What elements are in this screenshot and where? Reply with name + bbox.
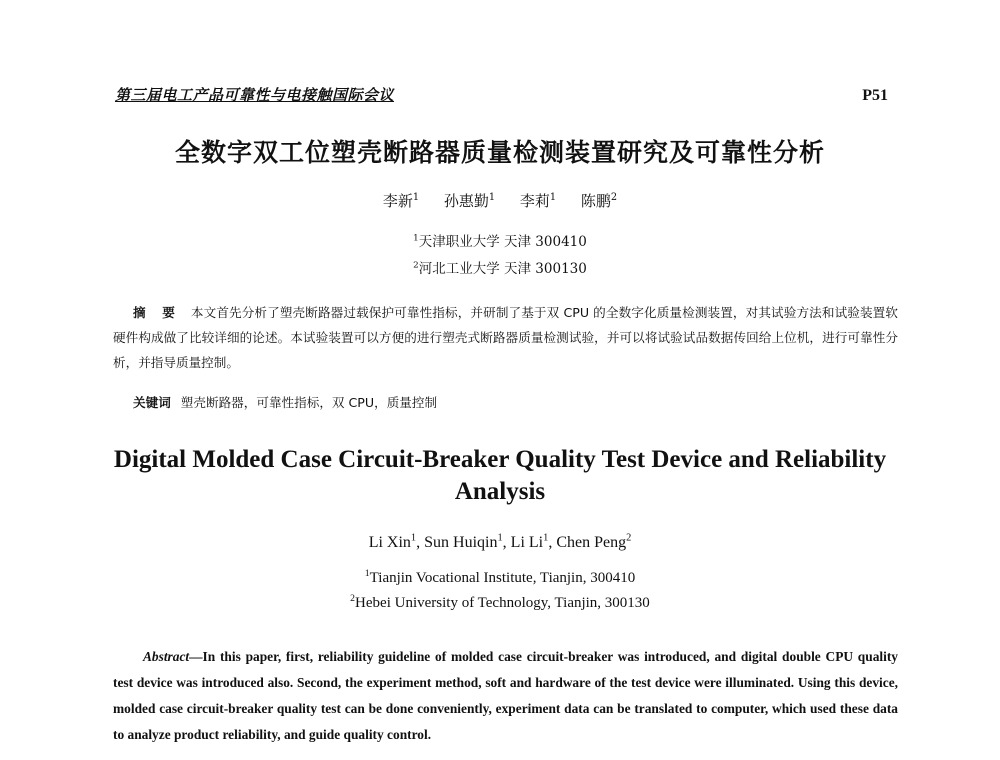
keywords-text: 塑壳断路器，可靠性指标，双 CPU，质量控制: [180, 395, 438, 410]
keywords-label: 关键词: [133, 395, 171, 410]
affiliation-text: 天津职业大学 天津 300410: [418, 234, 587, 250]
affiliation-number: 2: [350, 593, 356, 604]
affiliation-text: 河北工业大学 天津 300130: [418, 261, 587, 277]
chinese-affiliation: [0, 230, 1000, 250]
author-name: Li Xin: [368, 534, 411, 551]
affiliation-number: 1: [364, 568, 370, 579]
author-name: 陈鹏: [580, 192, 611, 210]
affiliation-number: 1: [413, 233, 419, 244]
abstract-label: 摘 要: [133, 305, 181, 320]
affiliation-text: Hebei University of Technology, Tianjin, 300130: [355, 595, 650, 611]
author-name: Chen Peng: [556, 534, 627, 551]
author-affiliation-mark: 1: [410, 532, 417, 544]
author-affiliation-mark: 1: [488, 192, 496, 203]
author-affiliation-mark: 2: [626, 532, 632, 544]
chinese-title: 全数字双工位塑壳断路器质量检测装置研究及可靠性分析: [174, 138, 825, 167]
english-affiliation: [0, 570, 1000, 587]
author-name: 孙惠勤: [443, 192, 489, 210]
page-number: P51: [862, 87, 888, 104]
english-author-list: Li Xin$^1$, Sun Huiqin$^1$, Li Li$^1$, Chen Peng$^2$: [368, 532, 632, 551]
running-header: [115, 84, 888, 105]
author-name: Li Li: [510, 534, 544, 551]
author-affiliation-mark: 2: [610, 192, 618, 203]
chinese-abstract: [113, 300, 898, 375]
chinese-keywords: [133, 392, 437, 411]
chinese-affiliation: [0, 257, 1000, 277]
abstract-text: 本文首先分析了塑壳断路器过载保护可靠性指标，并研制了基于双 CPU 的全数字化质量检测装置，对其试验方法和试验装置软硬件构成做了比较详细的论述。本试验装置可以方便的进行塑壳式断路器质量检测试验，并可以将试验试品数据传回给上位机，进行可靠性分析，并指导质量控制。: [113, 305, 898, 370]
author-name: 李莉: [519, 192, 550, 210]
author-name: 李新: [382, 192, 413, 210]
english-title: Digital Molded Case Circuit-Breaker Quality Test Device and Reliability Analysis: [113, 446, 887, 505]
affiliation-number: 2: [413, 260, 419, 271]
abstract-text: —In this paper, first, reliability guideline of molded case circuit-breaker was introduced, and digital double CPU quality test device was introduced also. Second, the experiment method, soft and hardware of the test device were illuminated. Using this device, molded case circuit-breaker quality test can be done conveniently, experiment data can be translated to computer, which used these data to analyze product reliability, and guide quality control.: [113, 649, 898, 742]
author-affiliation-mark: 1: [412, 192, 420, 203]
english-abstract: [113, 644, 898, 748]
author-affiliation-mark: 1: [543, 532, 549, 544]
affiliation-text: Tianjin Vocational Institute, Tianjin, 300410: [369, 570, 636, 586]
author-affiliation-mark: 1: [497, 532, 503, 544]
author-affiliation-mark: 1: [549, 192, 557, 203]
abstract-label: Abstract: [143, 649, 190, 664]
english-affiliation: [0, 595, 1000, 612]
conference-name: 第三届电工产品可靠性与电接触国际会议: [115, 86, 395, 104]
author-name: Sun Huiqin: [424, 534, 498, 551]
chinese-author-list: [0, 190, 1000, 211]
